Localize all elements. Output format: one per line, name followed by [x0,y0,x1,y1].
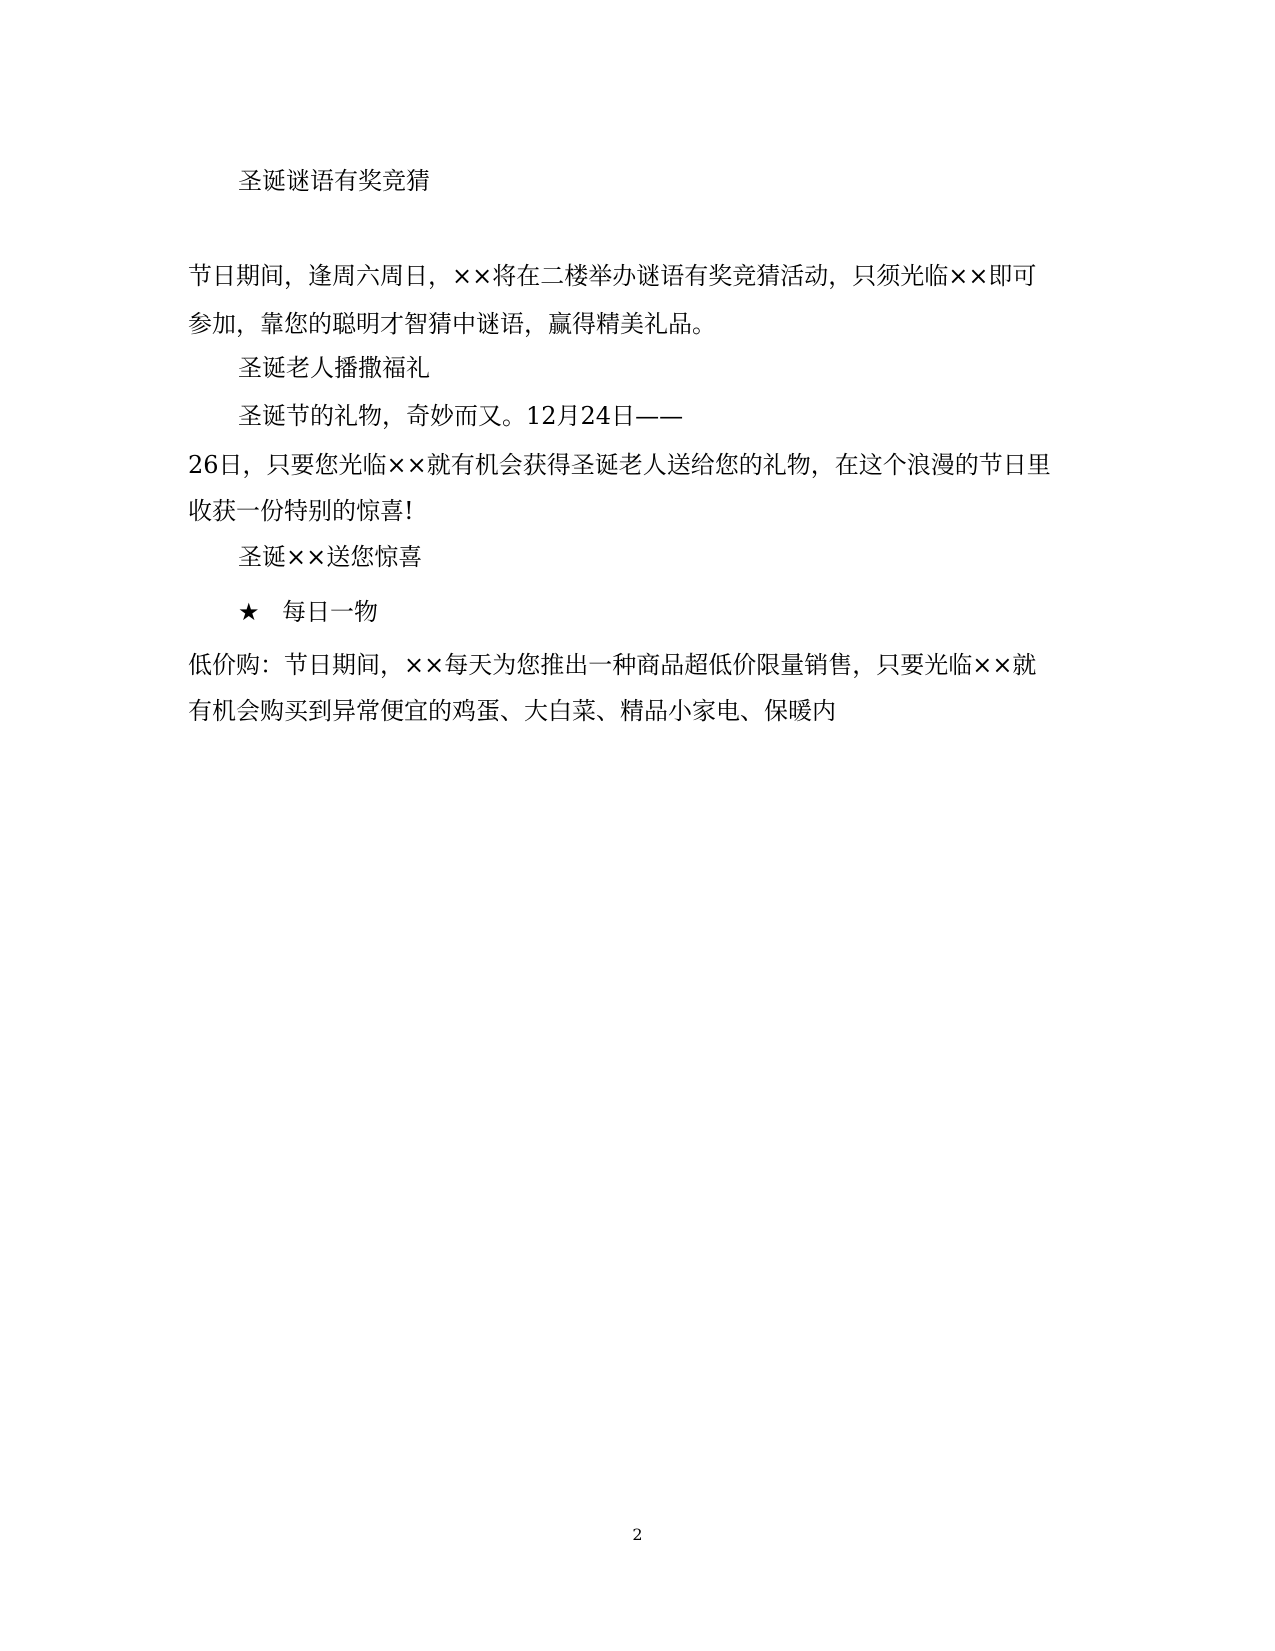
heading-santa-gifts: 圣诞老人播撒福礼 [238,354,430,382]
riddle-paragraph-line-1: 节日期间，逢周六周日，××将在二楼举办谜语有奖竞猜活动，只须光临××即可 [188,262,1037,290]
heading-riddle-contest: 圣诞谜语有奖竞猜 [238,167,430,195]
bullet-daily-item [238,597,378,627]
page-number: 2 [632,1525,643,1544]
star-bullet-icon: ★ [238,598,260,626]
santa-paragraph-line-1: 圣诞节的礼物，奇妙而又。12月24日—— [238,402,684,430]
lowprice-paragraph-line-2: 有机会购买到异常便宜的鸡蛋、大白菜、精品小家电、保暖内 [188,697,836,725]
heading-christmas-surprise: 圣诞××送您惊喜 [238,543,423,571]
lowprice-paragraph-line-1: 低价购：节日期间，××每天为您推出一种商品超低价限量销售，只要光临××就 [188,651,1037,679]
bullet-daily-item-text: 每日一物 [282,598,378,626]
riddle-paragraph-line-2: 参加，靠您的聪明才智猜中谜语，赢得精美礼品。 [188,310,716,338]
santa-paragraph-line-2: 26日，只要您光临××就有机会获得圣诞老人送给您的礼物，在这个浪漫的节日里 [188,451,1051,479]
santa-paragraph-line-3: 收获一份特别的惊喜! [188,497,414,525]
